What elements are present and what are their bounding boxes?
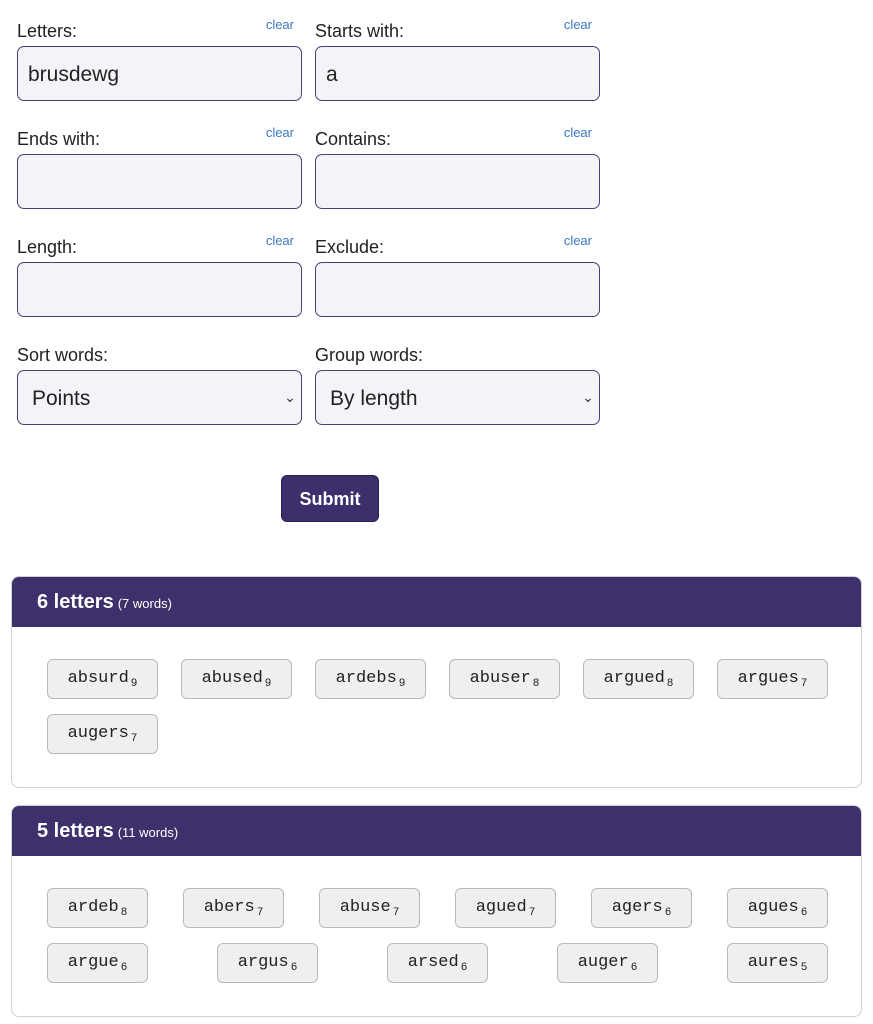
chevron-down-icon: ⌄ bbox=[284, 389, 296, 405]
ends-with-label: Ends with: bbox=[17, 129, 101, 149]
contains-input[interactable] bbox=[315, 154, 600, 209]
word-tile[interactable]: aures $_5$ bbox=[727, 943, 828, 983]
result-group-5-letters bbox=[11, 805, 862, 1017]
word-tile[interactable]: abused $_9$ bbox=[181, 659, 292, 699]
submit-button[interactable]: Submit bbox=[281, 475, 379, 522]
sort-select[interactable]: Points bbox=[17, 370, 302, 425]
starts-with-label: Starts with: bbox=[315, 21, 405, 41]
length-label: Length: bbox=[17, 237, 78, 257]
word-tile[interactable]: arsed $_6$ bbox=[387, 943, 488, 983]
group-header bbox=[12, 577, 861, 627]
exclude-clear-link[interactable]: clear bbox=[563, 233, 592, 248]
word-tile[interactable]: argues $_7$ bbox=[717, 659, 828, 699]
length-input[interactable] bbox=[17, 262, 302, 317]
word-tile[interactable]: ardebs $_9$ bbox=[315, 659, 426, 699]
sort-label: Sort words: bbox=[17, 345, 109, 365]
word-tile[interactable]: augers $_7$ bbox=[47, 714, 158, 754]
group-label: Group words: bbox=[315, 345, 424, 365]
contains-label: Contains: bbox=[315, 129, 392, 149]
word-tile[interactable]: argue $_6$ bbox=[47, 943, 148, 983]
result-group-6-letters bbox=[11, 576, 862, 788]
letters-clear-link[interactable]: clear bbox=[265, 17, 294, 32]
word-tile[interactable]: agued $_7$ bbox=[455, 888, 556, 928]
contains-clear-link[interactable]: clear bbox=[563, 125, 592, 140]
word-tile[interactable]: argued $_8$ bbox=[583, 659, 694, 699]
group-count: (11 words) bbox=[117, 825, 179, 840]
length-clear-link[interactable]: clear bbox=[265, 233, 294, 248]
starts-with-clear-link[interactable]: clear bbox=[563, 17, 592, 32]
letters-input[interactable]: brusdewg bbox=[17, 46, 302, 101]
word-tile[interactable]: argus $_6$ bbox=[217, 943, 318, 983]
word-tile[interactable]: abuser $_8$ bbox=[449, 659, 560, 699]
exclude-label: Exclude: bbox=[315, 237, 385, 257]
word-tile[interactable]: abers $_7$ bbox=[183, 888, 284, 928]
word-tile[interactable]: ardeb $_8$ bbox=[47, 888, 148, 928]
ends-with-input[interactable] bbox=[17, 154, 302, 209]
word-tile[interactable]: abuse $_7$ bbox=[319, 888, 420, 928]
word-tile[interactable]: agues $_6$ bbox=[727, 888, 828, 928]
exclude-input[interactable] bbox=[315, 262, 600, 317]
group-title: 5 letters bbox=[37, 820, 114, 842]
word-tile[interactable]: agers $_6$ bbox=[591, 888, 692, 928]
group-select[interactable]: By length bbox=[315, 370, 600, 425]
chevron-down-icon: ⌄ bbox=[582, 389, 594, 405]
word-tile[interactable]: auger $_6$ bbox=[557, 943, 658, 983]
starts-with-input[interactable]: a bbox=[315, 46, 600, 101]
word-tile[interactable]: absurd $_9$ bbox=[47, 659, 158, 699]
group-count: (7 words) bbox=[117, 596, 172, 611]
group-header bbox=[12, 806, 861, 856]
letters-label: Letters: bbox=[17, 21, 78, 41]
group-title: 6 letters bbox=[37, 591, 114, 613]
ends-with-clear-link[interactable]: clear bbox=[265, 125, 294, 140]
